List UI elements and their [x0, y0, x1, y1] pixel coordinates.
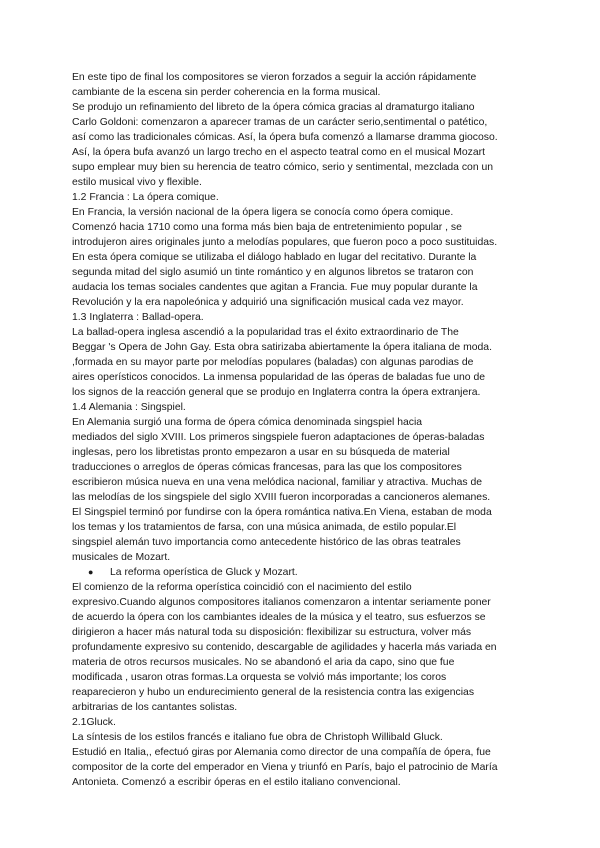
text-line: profundamente expresivo su contenido, descargable de agilidades y hacerla más variada en: [72, 642, 497, 653]
text-line: traducciones o arreglos de óperas cómicas francesas, para las que los compositores: [72, 462, 462, 473]
section-heading: 2.1Gluck.: [72, 717, 116, 728]
text-line: En Francia, la versión nacional de la ópera ligera se conocía como ópera comique.: [72, 207, 454, 218]
text-line: introdujeron aires originales junto a melodías populares, que fueron poco a poco sustituidas.: [72, 237, 498, 248]
text-line: Comenzó hacia 1710 como una forma más bien baja de entretenimiento popular , se: [72, 222, 462, 233]
text-line: de acuerdo la ópera con los cambiantes ideales de la música y el teatro, sus esfuerzos se: [72, 612, 486, 623]
document-page: [72, 70, 532, 790]
text-line: Antonieta. Comenzó a escribir óperas en el estilo italiano convencional.: [72, 777, 401, 788]
bullet-item: [72, 565, 532, 580]
section-heading: 1.4 Alemania : Singspiel.: [72, 402, 186, 413]
text-line: los signos de la reacción general que se produjo en Inglaterra contra la ópera extranjera.: [72, 387, 481, 398]
text-line: Estudió en Italia,, efectuó giras por Alemania como director de una compañía de ópera, fue: [72, 747, 491, 758]
text-line: compositor de la corte del emperador en Viena y triunfó en París, bajo el patrocinio de María: [72, 762, 498, 773]
text-line: En este tipo de final los compositores se vieron forzados a seguir la acción rápidamente: [72, 72, 477, 83]
text-line: En esta ópera comique se utilizaba el diálogo hablado en lugar del recitativo. Durante la: [72, 252, 477, 263]
text-line: Carlo Goldoni: comenzaron a aparecer tramas de un carácter serio,sentimental o patético,: [72, 117, 488, 128]
text-line: supo emplear muy bien su herencia de teatro cómico, serio y sentimental, mezclada con un: [72, 162, 494, 173]
text-line: En Alemania surgió una forma de ópera cómica denominada singspiel hacia: [72, 417, 423, 428]
text-line: escribieron música nueva en una vena melódica nacional, familiar y atractiva. Muchas de: [72, 477, 483, 488]
text-line: audacia los temas sociales candentes que agitan a Francia. Fue muy popular durante la: [72, 282, 478, 293]
text-line: así como las tradicionales cómicas. Así, la ópera bufa comenzó a llamarse dramma giocoso.: [72, 132, 498, 143]
text-line: materia de otros recursos musicales. No se abandonó el aria da capo, sino que fue: [72, 657, 455, 668]
text-line: dirigieron a hacer más natural toda su disposición: flexibilizar su estructura, volver más: [72, 627, 472, 638]
text-line: inglesas, pero los libretistas pronto empezaron a usar en su búsqueda de material: [72, 447, 450, 458]
text-line: aires operísticos conocidos. La inmensa popularidad de las óperas de baladas fue uno de: [72, 372, 486, 383]
text-line: las melodías de los singspiele del siglo XVIII fueron incorporadas a cancioneros alemanes.: [72, 492, 491, 503]
text-line: Se produjo un refinamiento del libreto de la ópera cómica gracias al dramaturgo italiano: [72, 102, 475, 113]
section-heading: 1.2 Francia : La ópera comique.: [72, 192, 219, 203]
text-line: estilo musical vivo y flexible.: [72, 177, 202, 188]
text-line: arbitrarias de los cantantes solistas.: [72, 702, 238, 713]
text-line: musicales de Mozart.: [72, 552, 171, 563]
text-line: cambiante de la escena sin perder coherencia en la forma musical.: [72, 87, 381, 98]
section-heading: 1.3 Inglaterra : Ballad-opera.: [72, 312, 204, 323]
bullet-icon: ●: [88, 567, 94, 577]
text-line: expresivo.Cuando algunos compositores italianos comenzaron a intentar seriamente poner: [72, 597, 491, 608]
bullet-text: La reforma operística de Gluck y Mozart.: [110, 567, 298, 578]
text-line: La ballad-opera inglesa ascendió a la popularidad tras el éxito extraordinario de The: [72, 327, 459, 338]
text-line: segunda mitad del siglo asumió un tinte romántico y en algunos libretos se trataron con: [72, 267, 474, 278]
text-line: El Singspiel terminó por fundirse con la ópera romántica nativa.En Viena, estaban de moda: [72, 507, 492, 518]
text-line: Revolución y la era napoleónica y adquirió una significación musical cada vez mayor.: [72, 297, 464, 308]
text-line: La síntesis de los estilos francés e italiano fue obra de Christoph Willibald Gluck.: [72, 732, 443, 743]
text-line: modificada , usaron otras formas.La orquesta se volvió más importante; los coros: [72, 672, 447, 683]
text-line: reaparecieron y hubo un endurecimiento general de la resistencia contra las exigencias: [72, 687, 475, 698]
text-line: ,formada en su mayor parte por melodías populares (baladas) con algunas parodias de: [72, 357, 474, 368]
text-line: El comienzo de la reforma operística coincidió con el nacimiento del estilo: [72, 582, 412, 593]
text-line: Así, la ópera bufa avanzó un largo trecho en el aspecto teatral como en el musical Mozart: [72, 147, 485, 158]
text-line: Beggar 's Opera de John Gay. Esta obra satirizaba abiertamente la ópera italiana de moda.: [72, 342, 492, 353]
text-line: mediados del siglo XVIII. Los primeros singspiele fueron adaptaciones de óperas-baladas: [72, 432, 485, 443]
text-line: los temas y los tratamientos de farsa, con una música animada, de estilo popular.El: [72, 522, 457, 533]
text-line: singspiel alemán tuvo importancia como antecedente histórico de las obras teatrales: [72, 537, 461, 548]
